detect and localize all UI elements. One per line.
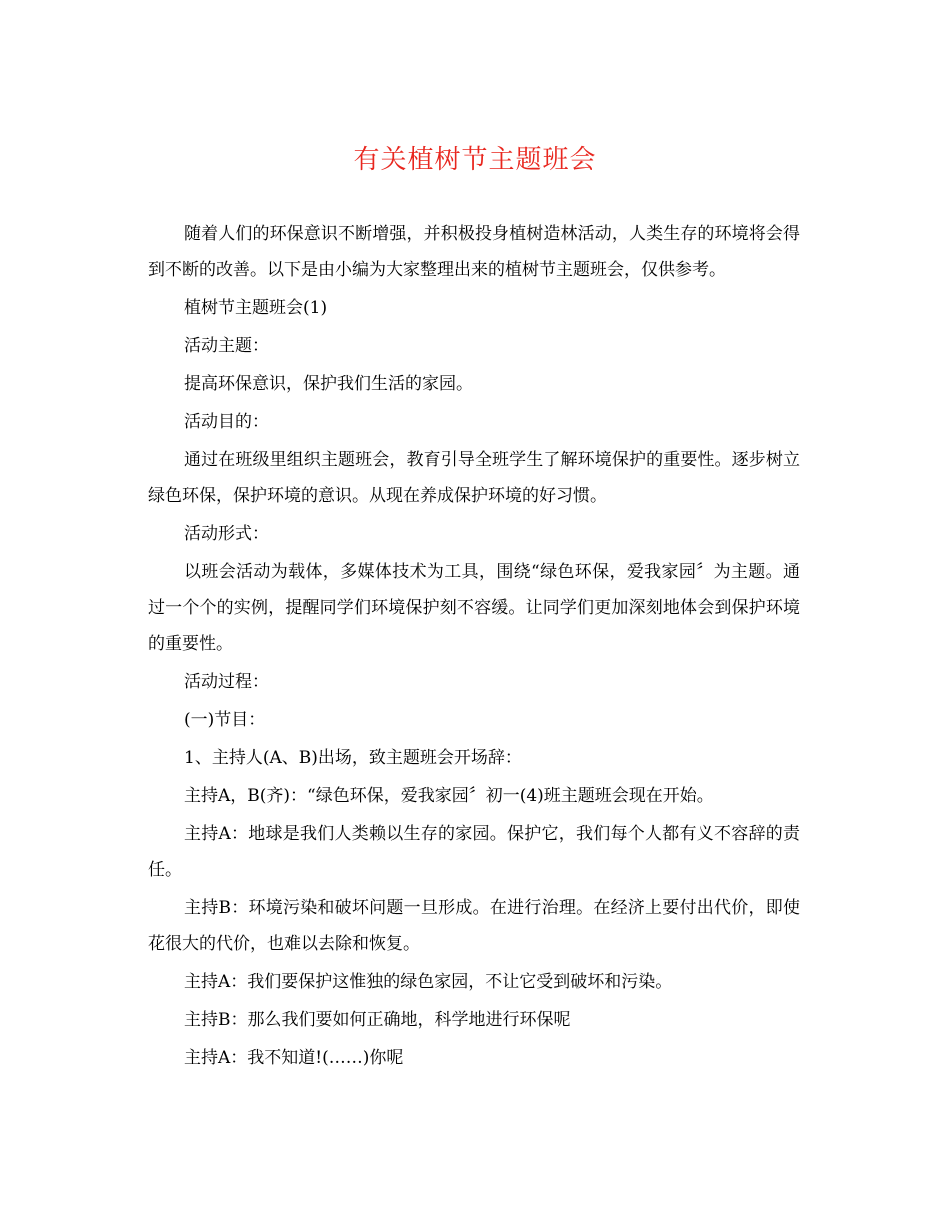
paragraph: 通过在班级里组织主题班会，教育引导全班学生了解环境保护的重要性。逐步树立绿色环保，保护环境的意识。从现在养成保护环境的好习惯。 [148, 450, 800, 506]
paragraph: 活动过程： [184, 672, 269, 692]
paragraph: 活动目的： [184, 412, 269, 432]
paragraph: (一)节目： [184, 710, 266, 730]
paragraph: 提高环保意识，保护我们生活的家园。 [184, 374, 473, 394]
document-body [148, 216, 800, 1078]
paragraph: 主持A：地球是我们人类赖以生存的家园。保护它，我们每个人都有义不容辞的责任。 [148, 824, 800, 880]
paragraph: 主持B：环境污染和破坏问题一旦形成。在进行治理。在经济上要付出代价，即使花很大的代价，也难以去除和恢复。 [148, 898, 800, 954]
paragraph: 活动主题： [184, 336, 269, 356]
document-title: 有关植树节主题班会 [353, 145, 597, 175]
paragraph: 1、主持人(A、B)出场，致主题班会开场辞： [184, 748, 522, 768]
paragraph: 随着人们的环保意识不断增强，并积极投身植树造林活动，人类生存的环境将会得到不断的改善。以下是由小编为大家整理出来的植树节主题班会，仅供参考。 [148, 224, 800, 280]
paragraph: 主持A，B(齐)：“绿色环保，爱我家园〞初一(4)班主题班会现在开始。 [184, 786, 714, 806]
paragraph: 活动形式： [184, 524, 269, 544]
paragraph: 以班会活动为载体，多媒体技术为工具，围绕“绿色环保，爱我家园〞为主题。通过一个个的实例，提醒同学们环境保护刻不容缓。让同学们更加深刻地体会到保护环境的重要性。 [148, 562, 800, 654]
paragraph: 主持A：我们要保护这惟独的绿色家园，不让它受到破坏和污染。 [184, 972, 673, 992]
paragraph: 主持B：那么我们要如何正确地，科学地进行环保呢 [184, 1010, 571, 1030]
paragraph: 植树节主题班会(1) [184, 298, 328, 318]
paragraph: 主持A：我不知道!(……)你呢 [184, 1048, 404, 1068]
